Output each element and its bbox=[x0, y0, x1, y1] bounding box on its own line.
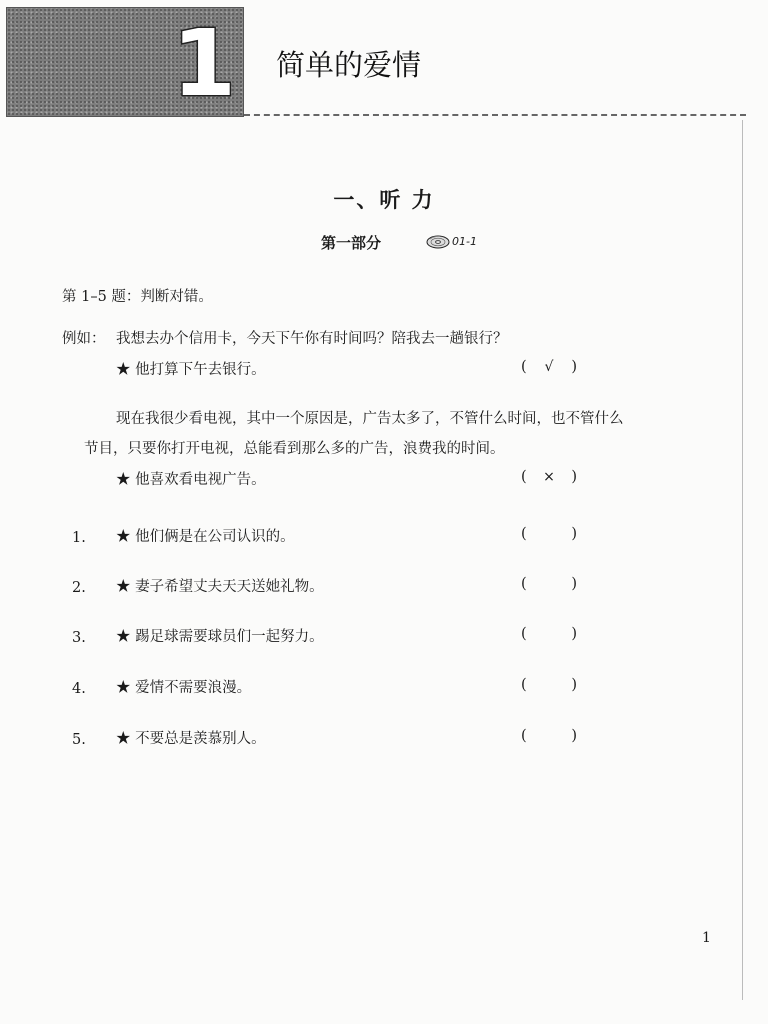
question-statement: ★ 妻子希望丈夫天天送她礼物。 bbox=[116, 579, 324, 595]
question-answer-blank[interactable] bbox=[521, 526, 577, 542]
question-number: 2. bbox=[72, 580, 86, 596]
question-number: 3. bbox=[72, 630, 86, 646]
example2-answer bbox=[521, 469, 577, 485]
question-statement: ★ 不要总是羡慕别人。 bbox=[116, 731, 266, 747]
paren-close: ) bbox=[571, 576, 577, 592]
paren-close: ) bbox=[571, 626, 577, 642]
paren-open: ( bbox=[521, 576, 527, 592]
instructions: 第 1–5 题：判断对错。 bbox=[62, 289, 213, 305]
question-answer-blank[interactable] bbox=[521, 626, 577, 642]
header-dashed-divider bbox=[244, 114, 746, 116]
check-mark: √ bbox=[544, 359, 554, 375]
question-number: 4. bbox=[72, 681, 86, 697]
example-label: 例如： bbox=[62, 331, 106, 347]
paren-open: ( bbox=[521, 526, 527, 542]
question-statement: ★ 踢足球需要球员们一起努力。 bbox=[116, 629, 324, 645]
part-title: 第一部分 bbox=[321, 234, 382, 252]
paren-open: ( bbox=[521, 677, 527, 693]
paren-close: ) bbox=[571, 359, 577, 375]
paren-open: ( bbox=[521, 728, 527, 744]
page-number: 1 bbox=[702, 930, 711, 946]
example1-passage: 我想去办个信用卡，今天下午你有时间吗？陪我去一趟银行？ bbox=[116, 331, 508, 347]
example2-statement: ★ 他喜欢看电视广告。 bbox=[116, 472, 266, 488]
lesson-title: 简单的爱情 bbox=[276, 48, 422, 82]
question-answer-blank[interactable] bbox=[521, 576, 577, 592]
question-statement: ★ 他们俩是在公司认识的。 bbox=[116, 529, 295, 545]
lesson-number: 1 bbox=[172, 10, 237, 117]
paren-close: ) bbox=[571, 677, 577, 693]
section-title: 一、听 力 bbox=[333, 187, 435, 212]
paren-open: ( bbox=[521, 469, 527, 485]
example2-passage-line1: 现在我很少看电视，其中一个原因是，广告太多了，不管什么时间，也不管什么 bbox=[116, 411, 624, 427]
paren-close: ) bbox=[571, 728, 577, 744]
question-statement: ★ 爱情不需要浪漫。 bbox=[116, 680, 252, 696]
cd-icon bbox=[426, 233, 450, 249]
paren-open: ( bbox=[521, 626, 527, 642]
track-code: 01-1 bbox=[452, 235, 477, 248]
paren-close: ) bbox=[571, 526, 577, 542]
paren-close: ) bbox=[571, 469, 577, 485]
question-answer-blank[interactable] bbox=[521, 728, 577, 744]
question-answer-blank[interactable] bbox=[521, 677, 577, 693]
cross-mark: × bbox=[543, 469, 555, 485]
example2-passage-line2: 节目，只要你打开电视，总能看到那么多的广告，浪费我的时间。 bbox=[84, 441, 505, 457]
question-number: 1. bbox=[72, 530, 86, 546]
question-number: 5. bbox=[72, 732, 86, 748]
page-edge-line bbox=[742, 120, 743, 1000]
paren-open: ( bbox=[521, 359, 527, 375]
example1-statement: ★ 他打算下午去银行。 bbox=[116, 362, 266, 378]
example1-answer bbox=[521, 359, 577, 375]
